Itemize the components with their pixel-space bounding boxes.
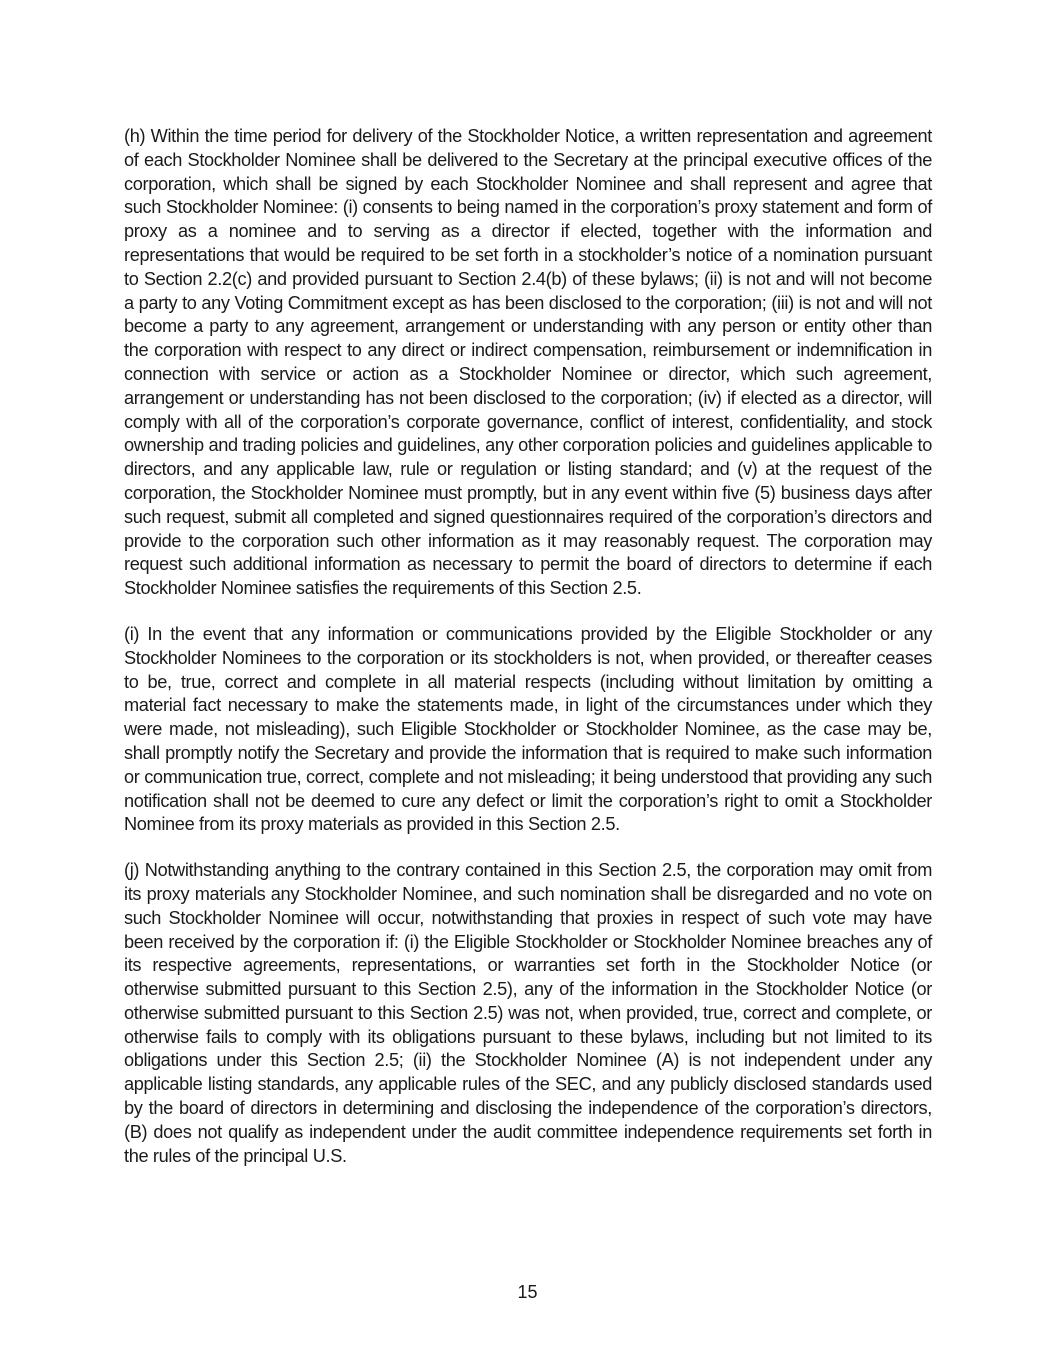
paragraph-h: (h) Within the time period for delivery of the Stockholder Notice, a written representation and agreement of each Stockholder Nominee shall be delivered to the Secretary at the principal executive offices of the corporation, which shall be signed by each Stockholder Nominee and shall represent and agree that such Stockholder Nominee: (i) consents to being named in the corporation’s proxy statement and form of proxy as a nominee and to serving as a director if elected, together with the information and representations that would be required to be set forth in a stockholder’s notice of a nomination pursuant to Section 2.2(c) and provided pursuant to Section 2.4(b) of these bylaws; (ii) is not and will not become a party to any Voting Commitment except as has been disclosed to the corporation; (iii) is not and will not become a party to any agreement, arrangement or understanding with any person or entity other than the corporation with respect to any direct or indirect compensation, reimbursement or indemnification in connection with service or action as a Stockholder Nominee or director, which such agreement, arrangement or understanding has not been disclosed to the corporation; (iv) if elected as a director, will comply with all of the corporation’s corporate governance, conflict of interest, confidentiality, and stock ownership and trading policies and guidelines, any other corporation policies and guidelines applicable to directors, and any applicable law, rule or regulation or listing standard; and (v) at the request of the corporation, the Stockholder Nominee must promptly, but in any event within five (5) business days after such request, submit all completed and signed questionnaires required of the corporation’s directors and provide to the corporation such other information as it may reasonably request. The corporation may request such additional information as necessary to permit the board of directors to determine if each Stockholder Nominee satisfies the requirements of this Section 2.5. [124, 126, 932, 599]
paragraph-j: (j) Notwithstanding anything to the contrary contained in this Section 2.5, the corporation may omit from its proxy materials any Stockholder Nominee, and such nomination shall be disregarded and no vote on such Stockholder Nominee will occur, notwithstanding that proxies in respect of such vote may have been received by the corporation if: (i) the Eligible Stockholder or Stockholder Nominee breaches any of its respective agreements, representations, or warranties set forth in the Stockholder Notice (or otherwise submitted pursuant to this Section 2.5), any of the information in the Stockholder Notice (or otherwise submitted pursuant to this Section 2.5) was not, when provided, true, correct and complete, or otherwise fails to comply with its obligations pursuant to these bylaws, including but not limited to its obligations under this Section 2.5; (ii) the Stockholder Nominee (A) is not independent under any applicable listing standards, any applicable rules of the SEC, and any publicly disclosed standards used by the board of directors in determining and disclosing the independence of the corporation’s directors, (B) does not qualify as independent under the audit committee independence requirements set forth in the rules of the principal U.S. [124, 860, 932, 1166]
page-number: 15 [517, 1282, 538, 1302]
paragraph-i: (i) In the event that any information or communications provided by the Eligible Stockholder or any Stockholder Nominees to the corporation or its stockholders is not, when provided, or thereafter ceases to be, true, correct and complete in all material respects (including without limitation by omitting a material fact necessary to make the statements made, in light of the circumstances under which they were made, not misleading), such Eligible Stockholder or Stockholder Nominee, as the case may be, shall promptly notify the Secretary and provide the information that is required to make such information or communication true, correct, complete and not misleading; it being understood that providing any such notification shall not be deemed to cure any defect or limit the corporation’s right to omit a Stockholder Nominee from its proxy materials as provided in this Section 2.5. [124, 623, 932, 835]
document-body [124, 125, 932, 1190]
